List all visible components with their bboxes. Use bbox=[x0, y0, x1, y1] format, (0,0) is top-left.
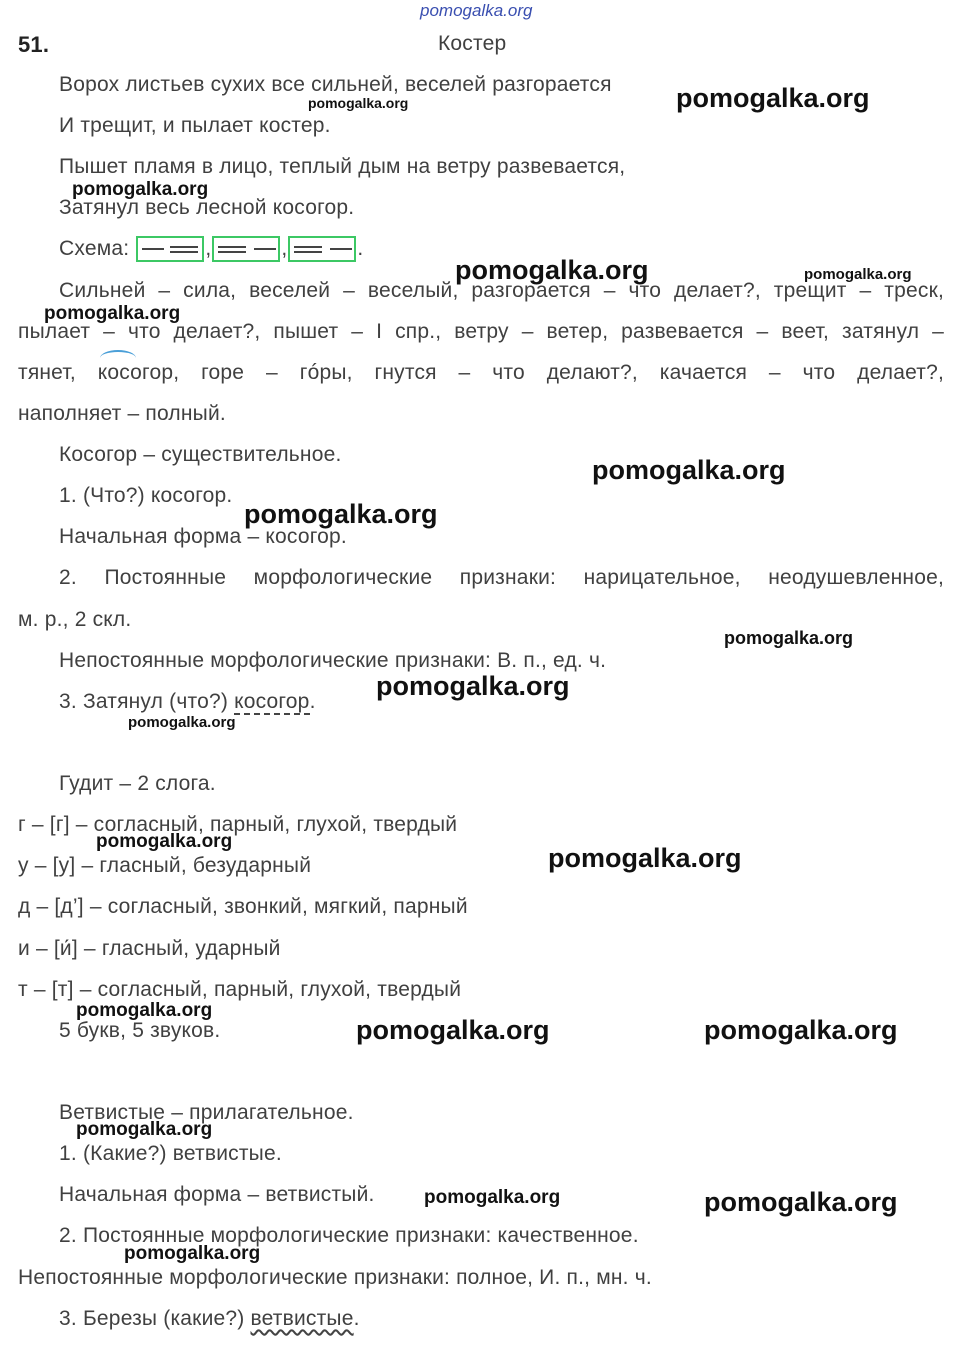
watermark: pomogalka.org bbox=[424, 1187, 561, 1208]
phonetic-line: т – [т] – согласный, парный, глухой, твердый bbox=[18, 978, 462, 1001]
watermark: pomogalka.org bbox=[44, 303, 181, 324]
parse-item: 2. Постоянные морфологические признаки: нарицательное, неодушевленное, bbox=[59, 566, 944, 589]
phonetic-summary: 5 букв, 5 звуков. bbox=[59, 1019, 221, 1042]
poem-line: И трещит, и пылает костер. bbox=[59, 114, 331, 137]
scheme-box-3 bbox=[288, 236, 356, 262]
watermark: pomogalka.org bbox=[804, 266, 912, 283]
watermark: pomogalka.org bbox=[76, 1000, 213, 1021]
parse-item: 2. Постоянные морфологические признаки: качественное. bbox=[59, 1224, 639, 1247]
parse-sentence: 3. Затянул (что?) косогор. bbox=[59, 690, 316, 713]
watermark: pomogalka.org bbox=[356, 1015, 550, 1045]
parse-item: 1. (Что?) косогор. bbox=[59, 484, 233, 507]
words-line: Сильней – сила, веселей – веселый, разгорается – что делает?, трещит – треск, bbox=[59, 279, 944, 302]
parse-heading: Ветвистые – прилагательное. bbox=[59, 1101, 354, 1124]
watermark: pomogalka.org bbox=[376, 671, 570, 701]
parse-item: Непостоянные морфологические признаки: В. п., ед. ч. bbox=[59, 649, 607, 672]
phonetic-line: у – [у] – гласный, безударный bbox=[18, 854, 312, 877]
parse-item: 1. (Какие?) ветвистые. bbox=[59, 1142, 282, 1165]
object-underline: косогор bbox=[234, 690, 310, 713]
watermark: pomogalka.org bbox=[548, 843, 742, 873]
watermark: pomogalka.org bbox=[128, 714, 236, 731]
page-title: Костер bbox=[438, 32, 507, 55]
phonetic-line: и – [и́] – гласный, ударный bbox=[18, 937, 281, 960]
watermark: pomogalka.org bbox=[592, 455, 786, 485]
watermark-top: pomogalka.org bbox=[420, 1, 533, 20]
watermark: pomogalka.org bbox=[76, 1119, 213, 1140]
words-line: тянет, косогор, горе – гóры, гнутся – что делают?, качается – что делает?, bbox=[18, 361, 944, 384]
watermark: pomogalka.org bbox=[308, 95, 409, 111]
watermark: pomogalka.org bbox=[724, 628, 854, 648]
sentence-scheme: Схема: , , . bbox=[59, 236, 363, 262]
parse-item: Непостоянные морфологические признаки: полное, И. п., мн. ч. bbox=[18, 1266, 652, 1289]
phonetic-line: г – [г] – согласный, парный, глухой, твердый bbox=[18, 813, 458, 836]
poem-line: Пышет пламя в лицо, теплый дым на ветру развевается, bbox=[59, 155, 626, 178]
watermark: pomogalka.org bbox=[704, 1015, 898, 1045]
watermark: pomogalka.org bbox=[704, 1187, 898, 1217]
scheme-box-2 bbox=[212, 236, 280, 262]
words-line: наполняет – полный. bbox=[18, 402, 226, 425]
watermark: pomogalka.org bbox=[244, 499, 438, 529]
watermark: pomogalka.org bbox=[124, 1243, 261, 1264]
phonetic-line: д – [д’] – согласный, звонкий, мягкий, парный bbox=[18, 895, 468, 918]
parse-item: м. р., 2 скл. bbox=[18, 608, 132, 631]
phonetic-heading: Гудит – 2 слога. bbox=[59, 772, 216, 795]
words-line: пылает – что делает?, пышет – I спр., ветру – ветер, развевается – веет, затянул – bbox=[18, 320, 944, 343]
watermark: pomogalka.org bbox=[676, 83, 870, 113]
scheme-label: Схема: bbox=[59, 237, 130, 260]
parse-item: Начальная форма – ветвистый. bbox=[59, 1183, 375, 1206]
watermark: pomogalka.org bbox=[96, 831, 233, 852]
attribute-underline: ветвистые bbox=[250, 1307, 354, 1330]
watermark: pomogalka.org bbox=[455, 255, 649, 285]
exercise-number: 51. bbox=[18, 32, 50, 57]
parse-heading: Косогор – существительное. bbox=[59, 443, 342, 466]
watermark: pomogalka.org bbox=[72, 179, 209, 200]
parse-sentence: 3. Березы (какие?) ветвистые. bbox=[59, 1307, 360, 1330]
poem-line: Затянул весь лесной косогор. bbox=[59, 196, 355, 219]
parse-item: Начальная форма – косогор. bbox=[59, 525, 347, 548]
scheme-box-1 bbox=[136, 236, 204, 262]
poem-line: Ворох листьев сухих все сильней, веселей разгорается bbox=[59, 73, 612, 96]
